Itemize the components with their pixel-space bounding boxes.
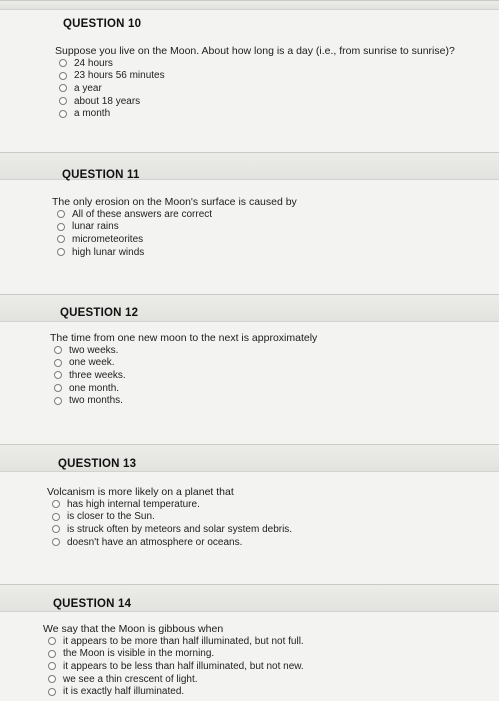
option-label: one month. — [69, 382, 120, 394]
question-12-prompt: The time from one new moon to the next is approximately — [50, 332, 318, 344]
radio-button[interactable] — [59, 97, 67, 105]
question-11-option-2[interactable] — [57, 221, 212, 234]
question-11-title: QUESTION 11 — [62, 169, 140, 181]
radio-button[interactable] — [57, 223, 65, 231]
question-14-title: QUESTION 14 — [53, 598, 132, 610]
option-label: doesn't have an atmosphere or oceans. — [67, 536, 243, 548]
question-10-option-2[interactable] — [59, 70, 165, 83]
radio-button[interactable] — [48, 650, 56, 658]
option-label: we see a thin crescent of light. — [63, 673, 198, 685]
option-label: a month — [74, 108, 111, 120]
question-10-header — [0, 1, 499, 10]
question-10-title: QUESTION 10 — [63, 18, 142, 30]
radio-button[interactable] — [48, 688, 56, 696]
question-14-option-2[interactable] — [48, 648, 304, 661]
radio-button[interactable] — [54, 371, 62, 379]
question-11-options — [57, 208, 212, 258]
option-label: a year — [74, 82, 102, 94]
question-13-prompt: Volcanism is more likely on a planet that — [47, 486, 234, 498]
question-14-option-5[interactable] — [48, 685, 304, 698]
question-14-option-1[interactable] — [48, 635, 304, 648]
question-13-option-1[interactable] — [52, 498, 292, 511]
radio-button[interactable] — [54, 384, 62, 392]
radio-button[interactable] — [48, 662, 56, 670]
option-label: is struck often by meteors and solar system debris. — [67, 523, 293, 535]
option-label: 23 hours 56 minutes — [74, 70, 165, 82]
radio-button[interactable] — [59, 110, 67, 118]
option-label: it is exactly half illuminated. — [63, 686, 185, 698]
question-12 — [0, 294, 499, 445]
question-11 — [0, 152, 499, 295]
option-label: is closer to the Sun. — [67, 511, 155, 523]
question-12-option-4[interactable] — [54, 382, 126, 395]
question-10-option-5[interactable] — [59, 107, 165, 120]
question-13-options — [52, 498, 292, 548]
question-13-option-3[interactable] — [52, 523, 292, 536]
question-11-option-4[interactable] — [57, 246, 212, 259]
radio-button[interactable] — [57, 235, 65, 243]
question-13-option-4[interactable] — [52, 536, 292, 549]
radio-button[interactable] — [59, 72, 67, 80]
question-12-option-5[interactable] — [54, 394, 126, 407]
question-12-option-2[interactable] — [54, 357, 126, 370]
option-label: All of these answers are correct — [72, 208, 213, 220]
question-14 — [0, 584, 499, 701]
option-label: one week. — [69, 357, 115, 369]
question-13-option-2[interactable] — [52, 511, 292, 524]
question-10 — [0, 0, 499, 153]
question-14-option-3[interactable] — [48, 660, 304, 673]
option-label: the Moon is visible in the morning. — [63, 648, 215, 660]
option-label: micrometeorites — [72, 233, 144, 245]
question-14-option-4[interactable] — [48, 673, 304, 686]
radio-button[interactable] — [52, 500, 60, 508]
question-13-title: QUESTION 13 — [58, 458, 137, 470]
option-label: two weeks. — [69, 344, 119, 356]
option-label: about 18 years — [74, 95, 141, 107]
option-label: 24 hours — [74, 57, 113, 69]
radio-button[interactable] — [52, 525, 60, 533]
option-label: three weeks. — [69, 369, 126, 381]
radio-button[interactable] — [52, 513, 60, 521]
radio-button[interactable] — [59, 59, 67, 67]
radio-button[interactable] — [48, 637, 56, 645]
question-11-option-1[interactable] — [57, 208, 212, 221]
radio-button[interactable] — [59, 84, 67, 92]
option-label: high lunar winds — [72, 246, 145, 258]
radio-button[interactable] — [57, 248, 65, 256]
option-label: it appears to be more than half illuminated, but not full. — [63, 635, 304, 647]
question-14-prompt: We say that the Moon is gibbous when — [43, 623, 224, 635]
radio-button[interactable] — [54, 397, 62, 405]
question-12-options — [54, 344, 126, 407]
question-11-option-3[interactable] — [57, 233, 212, 246]
option-label: two months. — [69, 395, 123, 407]
radio-button[interactable] — [52, 538, 60, 546]
question-12-option-1[interactable] — [54, 344, 126, 357]
option-label: it appears to be less than half illuminated, but not new. — [63, 660, 304, 672]
radio-button[interactable] — [54, 359, 62, 367]
radio-button[interactable] — [57, 210, 65, 218]
question-10-option-4[interactable] — [59, 95, 165, 108]
question-13 — [0, 444, 499, 585]
radio-button[interactable] — [54, 346, 62, 354]
question-14-options — [48, 635, 304, 698]
question-11-prompt: The only erosion on the Moon's surface is caused by — [52, 196, 297, 208]
option-label: lunar rains — [72, 221, 119, 233]
question-12-option-3[interactable] — [54, 369, 126, 382]
question-10-options — [59, 57, 165, 120]
question-10-option-1[interactable] — [59, 57, 165, 70]
question-12-title: QUESTION 12 — [60, 307, 139, 319]
question-10-option-3[interactable] — [59, 82, 165, 95]
radio-button[interactable] — [48, 675, 56, 683]
option-label: has high internal temperature. — [67, 498, 200, 510]
question-10-prompt: Suppose you live on the Moon. About how long is a day (i.e., from sunrise to sunrise)? — [55, 45, 455, 57]
